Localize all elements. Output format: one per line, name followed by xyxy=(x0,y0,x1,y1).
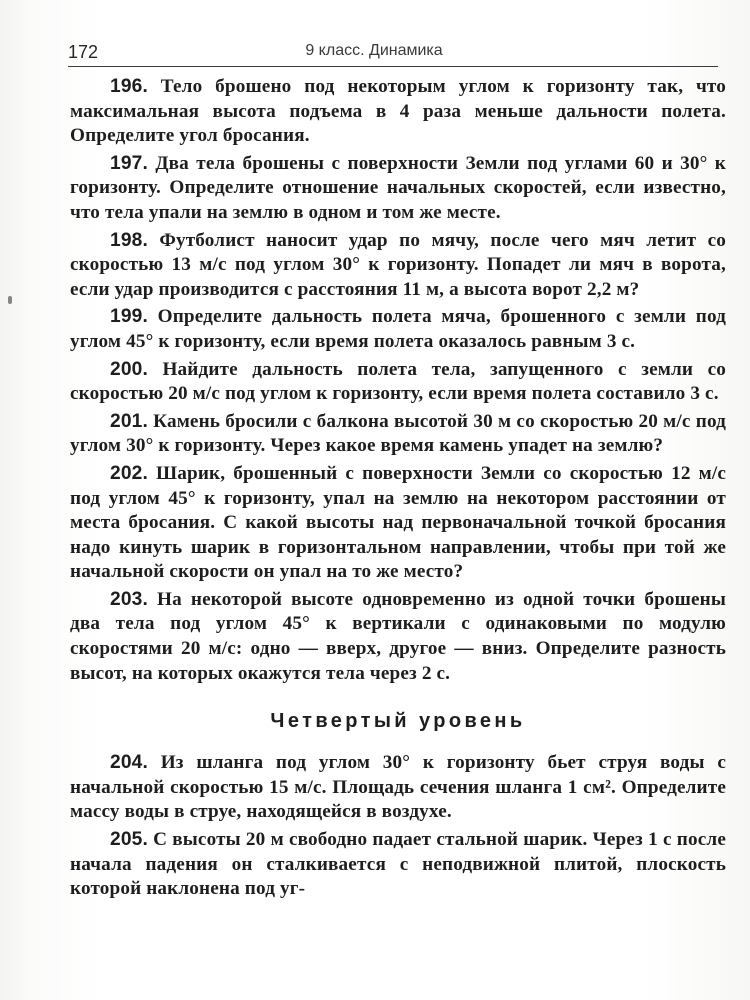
problem-number: 202. xyxy=(110,462,148,484)
problem-text: Тело брошено под некоторым углом к горизонту так, что максимальная высота подъема в 4 раза меньше дальности полета. Определите угол бросания. xyxy=(70,76,726,147)
problem-text: С высоты 20 м свободно падает стальной шарик. Через 1 с после начала падения он сталкивается с неподвижной плитой, плоскость которой наклонена под уг- xyxy=(70,829,726,900)
problem-number: 198. xyxy=(110,229,148,251)
problem-text: Два тела брошены с поверхности Земли под углами 60 и 30° к горизонту. Определите отношение начальных скоростей, если известно, что тела упали на землю в одном и том же месте. xyxy=(70,152,726,223)
problem-203 xyxy=(70,588,726,686)
running-head: 9 класс. Динамика xyxy=(305,42,443,59)
problem-number: 203. xyxy=(110,588,148,610)
problem-198 xyxy=(70,229,726,303)
problem-text: Камень бросили с балкона высотой 30 м со скоростью 20 м/с под углом 30° к горизонту. Через какое время камень упадет на землю? xyxy=(70,410,726,457)
problem-text: Футболист наносит удар по мячу, после чего мяч летит со скоростью 13 м/с под углом 30° к горизонту. Попадет ли мяч в ворота, если удар производится с расстояния 11 м, а высота ворот 2,2 м? xyxy=(70,229,726,300)
problem-205 xyxy=(70,828,726,902)
problem-text: На некоторой высоте одновременно из одной точки брошены два тела под углом 45° к вертикали с одинаковыми по модулю скоростями 20 м/с: одно — вверх, другое — вниз. Определите разность высот, на которых окажутся тела через 2 с. xyxy=(70,588,726,684)
problem-text: Шарик, брошенный с поверхности Земли со скоростью 12 м/с под углом 45° к горизонту, упал на землю на некотором расстоянии от места бросания. С какой высоты над первоначальной точкой бросания надо кинуть шарик в горизонтальном направлении, чтобы при той же начальной скорости он упал на то же место? xyxy=(70,462,727,583)
problem-200 xyxy=(70,358,726,407)
problem-number: 199. xyxy=(110,306,148,328)
problem-196 xyxy=(70,75,726,149)
problem-number: 204. xyxy=(110,752,148,774)
header-rule xyxy=(68,66,718,67)
problem-number: 205. xyxy=(110,829,148,851)
problem-number: 197. xyxy=(110,152,148,174)
page-header xyxy=(68,42,680,68)
problem-number: 196. xyxy=(110,76,148,97)
problem-199 xyxy=(70,305,726,354)
problem-text: Из шланга под углом 30° к горизонту бьет струя воды с начальной скоростью 15 м/с. Площадь сечения шланга 1 см². Определите массу воды в струе, находящейся в воздухе. xyxy=(70,752,727,823)
page-number: 172 xyxy=(68,42,99,62)
problem-202 xyxy=(70,462,726,585)
section-title: Четвертый уровень xyxy=(270,710,526,733)
problem-text: Найдите дальность полета тела, запущенного с земли со скоростью 20 м/с под углом к горизонту, если время полета составило 3 с. xyxy=(70,358,727,405)
problem-text: Определите дальность полета мяча, брошенного с земли под углом 45° к горизонту, если время полета оказалось равным 3 с. xyxy=(70,306,726,352)
problem-number: 201. xyxy=(110,410,148,432)
problem-number: 200. xyxy=(110,358,148,380)
page-content xyxy=(70,75,726,905)
scan-speck xyxy=(8,296,12,304)
problem-204 xyxy=(70,751,726,825)
problem-201 xyxy=(70,410,726,459)
problem-197 xyxy=(70,152,726,226)
